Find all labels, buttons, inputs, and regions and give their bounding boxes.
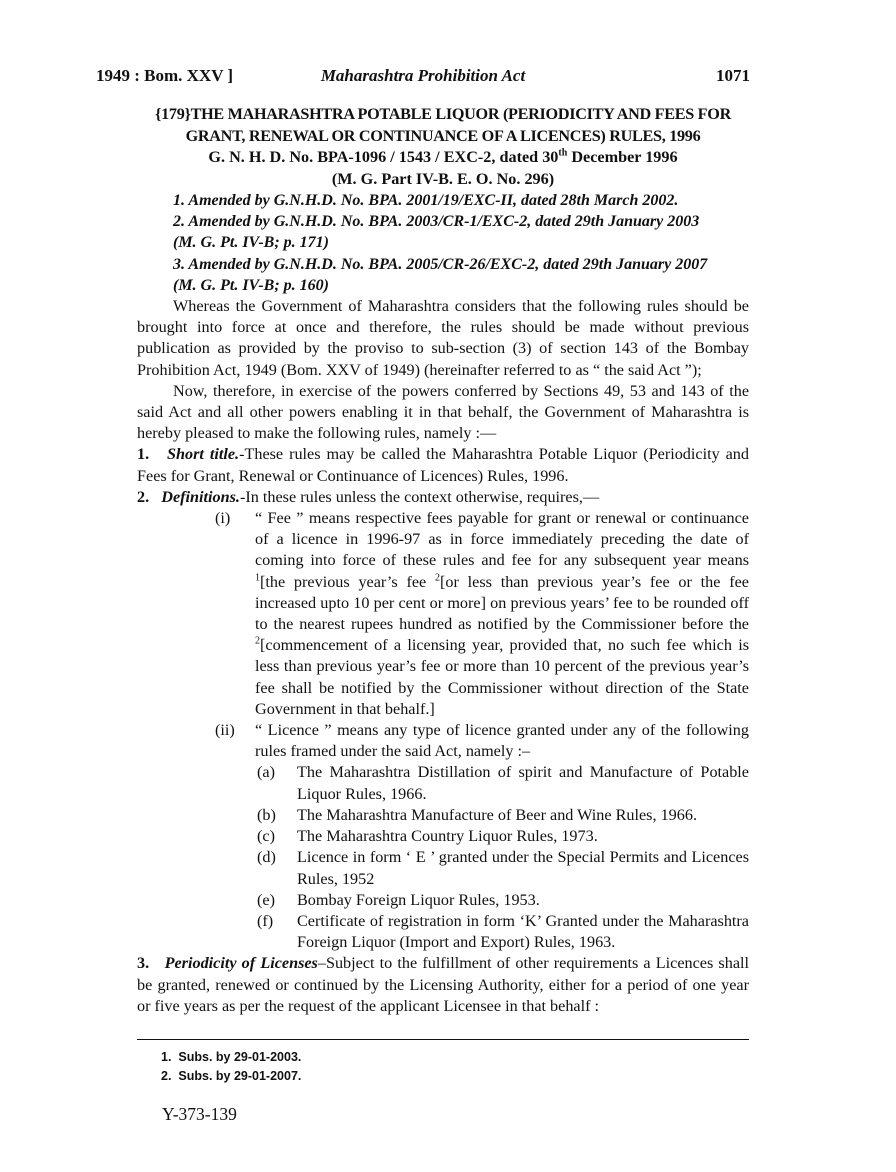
rule-number: 2. — [137, 487, 150, 506]
amendment-entry: 1. Amended by G.N.H.D. No. BPA. 2001/19/EXC-II, dated 28th March 2002. — [173, 192, 679, 209]
amendment-entry: (M. G. Pt. IV-B; p. 160) — [173, 276, 329, 294]
rule-3 — [137, 953, 749, 1017]
page-number: 1071 — [716, 66, 750, 85]
rule-number: 1. — [137, 445, 150, 464]
rule-text: -These rules may be called the Maharashtra Potable Liquor (Periodicity and Fees for Grant, Renewal or Continuance of Licences) Rules, 1996. — [137, 445, 749, 485]
list-item: (d) Licence in form ‘ E ’ granted under the Special Permits and Licences Rules, 1952 — [257, 848, 749, 888]
amendment-list — [173, 190, 749, 296]
document-body — [137, 104, 749, 1017]
definition-marker: (ii) — [215, 721, 235, 740]
rule-number: 3. — [137, 954, 150, 973]
rule-text: –Subject to the fulfillment of other requirements a Licences shall be granted, renewed or continued by the Licensing Authority, either for a period of one year or five years as per the request of the applicant Licensee in that behalf : — [137, 954, 749, 1015]
list-item: (c) The Maharashtra Country Liquor Rules, 1973. — [257, 827, 598, 846]
list-item: (b) The Maharashtra Manufacture of Beer and Wine Rules, 1966. — [257, 805, 697, 824]
act-name: Maharashtra Prohibition Act — [320, 66, 526, 85]
amendment-entry: (M. G. Pt. IV-B; p. 171) — [173, 234, 329, 252]
preamble-paragraph: Now, therefore, in exercise of the powers conferred by Sections 49, 53 and 143 of the said Act and all other powers enabling it in that behalf, the Government of Maharashtra is hereby pleased to make the following rules, namely :— — [137, 381, 749, 443]
rule-title: Definitions. — [161, 487, 240, 506]
list-item: (f) Certificate of registration in form ‘K’ Granted under the Maharashtra Foreign Liquor (Import and Export) Rules, 1963. — [257, 911, 749, 952]
rule-text: -In these rules unless the context otherwise, requires,— — [239, 487, 600, 506]
definition-fee: (i) “ Fee ” means respective fees payable for grant or renewal or continuance of a licence in 1996-97 as in force immediately preceding the date of coming into force of these rules and fee for any subsequent year means $^1$[the previous year’s fee $^2$[or less than previous year’s fee or the fee increased upto 10 per cent or more] on previous years’ fee to be rounded off to the nearest rupees hundred as notified by the Commissioner before the $^2$[commencement of a licensing year, provided that, no such fee which is less than previous year’s fee or more than 10 percent of the previous year’s fee shall be notified by the Commissioner without direction of the State Government in that behalf.] — [215, 509, 749, 718]
definition-marker: (i) — [215, 509, 231, 528]
rule-title: Periodicity of Licenses — [164, 954, 318, 973]
rule-1 — [137, 444, 749, 486]
amendment-entry: 2. Amended by G.N.H.D. No. BPA. 2003/CR-1/EXC-2, dated 29th January 2003 — [173, 213, 700, 231]
rules-title — [137, 104, 749, 190]
running-head — [96, 66, 750, 90]
footnote: 1. Subs. by 29-01-2003. — [161, 1050, 302, 1064]
footnote: 2. Subs. by 29-01-2007. — [161, 1069, 302, 1083]
footnotes — [137, 1039, 749, 1086]
amendment-entry: 3. Amended by G.N.H.D. No. BPA. 2005/CR-26/EXC-2, dated 29th January 2007 — [173, 255, 708, 273]
preamble-paragraph: Whereas the Government of Maharashtra considers that the following rules should be brought into force at once and therefore, the rules should be made without previous publication as provided by the proviso to sub-section (3) of section 143 of the Bombay Prohibition Act, 1949 (Bom. XXV of 1949) (hereinafter referred to as “ the said Act ”); — [137, 297, 749, 379]
rule-2 — [137, 487, 749, 508]
notification-reference: G. N. H. D. No. BPA-1096 / 1543 / EXC-2, dated 30th December 1996 — [208, 147, 678, 166]
definition-licence: (ii) “ Licence ” means any type of licence granted under any of the following rules framed under the said Act, namely :– — [215, 721, 749, 761]
gazette-reference: (M. G. Part IV-B. E. O. No. 296) — [331, 169, 555, 188]
title-line: {179}THE MAHARASHTRA POTABLE LIQUOR (PERIODICITY AND FEES FOR — [155, 105, 731, 123]
act-citation: 1949 : Bom. XXV ] — [96, 66, 234, 85]
title-line: GRANT, RENEWAL OR CONTINUANCE OF A LICENCES) RULES, 1996 — [185, 126, 701, 145]
list-item: (e) Bombay Foreign Liquor Rules, 1953. — [257, 890, 540, 909]
rule-title: Short title. — [167, 445, 240, 464]
list-item: (a) The Maharashtra Distillation of spirit and Manufacture of Potable Liquor Rules, 1966. — [257, 763, 749, 803]
print-code: Y-373-139 — [162, 1104, 237, 1124]
